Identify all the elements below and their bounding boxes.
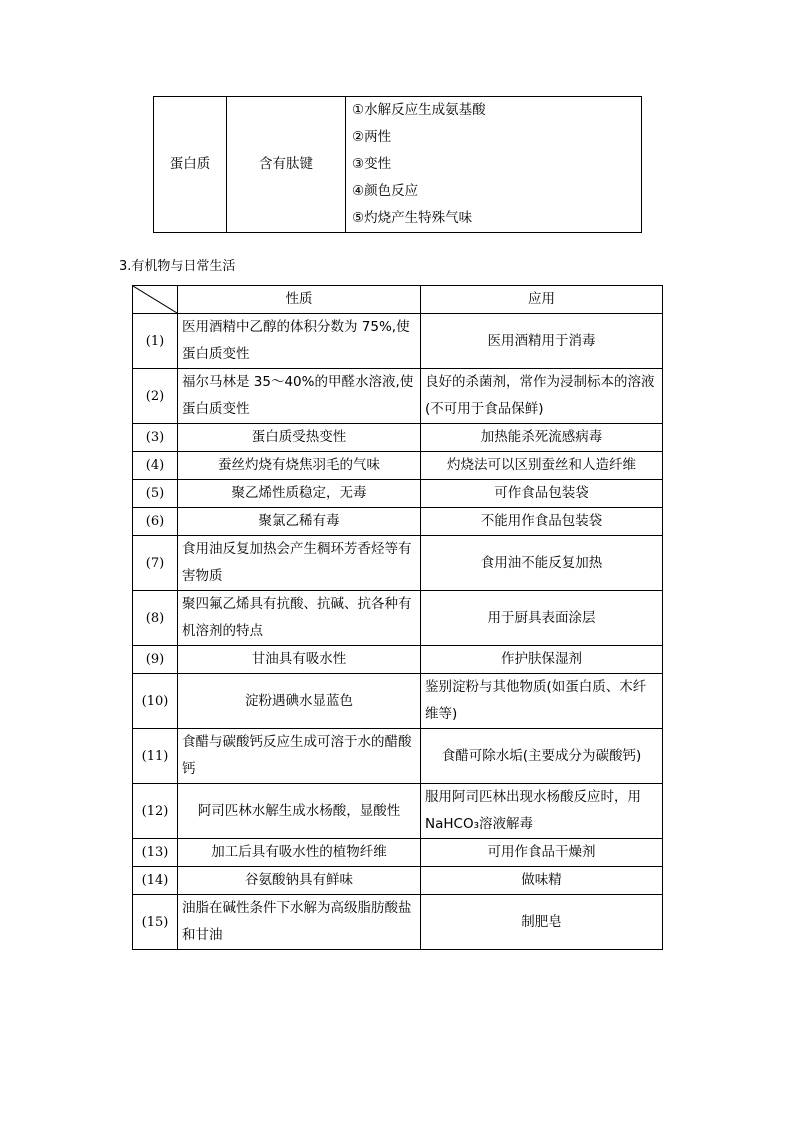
- table-row: [133, 536, 663, 591]
- row-number: (1): [133, 314, 178, 369]
- row-application: 食醋可除水垢(主要成分为碳酸钙): [421, 729, 663, 784]
- table-row: [133, 839, 663, 867]
- row-property: 蚕丝灼烧有烧焦羽毛的气味: [178, 452, 421, 480]
- row-property: 福尔马林是 35～40%的甲醛水溶液,使蛋白质变性: [178, 369, 421, 424]
- row-number: (13): [133, 839, 178, 867]
- row-property: 甘油具有吸水性: [178, 646, 421, 674]
- table-row: [133, 508, 663, 536]
- table-row: [133, 480, 663, 508]
- table-row: [133, 784, 663, 839]
- section-title: 3.有机物与日常生活: [119, 259, 236, 274]
- table-row: [133, 452, 663, 480]
- row-application: 可作食品包装袋: [421, 480, 663, 508]
- row-number: (4): [133, 452, 178, 480]
- row-property: 淀粉遇碘水显蓝色: [178, 674, 421, 729]
- list-item: ①水解反应生成氨基酸: [352, 102, 486, 118]
- table-row: [133, 591, 663, 646]
- table-row: [154, 97, 642, 233]
- protein-table: [153, 96, 642, 233]
- table-row: [133, 674, 663, 729]
- row-application: 作护肤保湿剂: [421, 646, 663, 674]
- row-property: 食醋与碳酸钙反应生成可溶于水的醋酸钙: [178, 729, 421, 784]
- row-number: (15): [133, 895, 178, 950]
- row-application: 可用作食品干燥剂: [421, 839, 663, 867]
- table-header-row: [133, 286, 663, 314]
- row-number: (2): [133, 369, 178, 424]
- row-application: 服用阿司匹林出现水杨酸反应时，用NaHCO₃溶液解毒: [421, 784, 663, 839]
- row-number: (14): [133, 867, 178, 895]
- row-number: (8): [133, 591, 178, 646]
- row-property: 聚氯乙稀有毒: [178, 508, 421, 536]
- row-number: (9): [133, 646, 178, 674]
- list-item: ②两性: [352, 129, 392, 145]
- protein-name: 蛋白质: [154, 97, 227, 233]
- row-number: (6): [133, 508, 178, 536]
- header-application: 应用: [421, 286, 663, 314]
- row-application: 良好的杀菌剂，常作为浸制标本的溶液(不可用于食品保鲜): [421, 369, 663, 424]
- diagonal-header-cell: [133, 286, 178, 314]
- row-property: 油脂在碱性条件下水解为高级脂肪酸盐和甘油: [178, 895, 421, 950]
- row-number: (5): [133, 480, 178, 508]
- row-property: 加工后具有吸水性的植物纤维: [178, 839, 421, 867]
- table-row: [133, 867, 663, 895]
- table-row: [133, 646, 663, 674]
- table-row: [133, 729, 663, 784]
- row-number: (12): [133, 784, 178, 839]
- row-application: 不能用作食品包装袋: [421, 508, 663, 536]
- list-item: ⑤灼烧产生特殊气味: [352, 210, 473, 226]
- row-property: 医用酒精中乙醇的体积分数为 75%,使蛋白质变性: [178, 314, 421, 369]
- row-property: 阿司匹林水解生成水杨酸，显酸性: [178, 784, 421, 839]
- row-application: 用于厨具表面涂层: [421, 591, 663, 646]
- table-row: [133, 895, 663, 950]
- table-row: [133, 369, 663, 424]
- row-number: (7): [133, 536, 178, 591]
- row-application: 食用油不能反复加热: [421, 536, 663, 591]
- life-table: [132, 285, 663, 950]
- row-property: 食用油反复加热会产生稠环芳香烃等有害物质: [178, 536, 421, 591]
- row-application: 加热能杀死流感病毒: [421, 424, 663, 452]
- protein-properties: [346, 97, 642, 233]
- row-application: 做味精: [421, 867, 663, 895]
- table-row: [133, 424, 663, 452]
- header-property: 性质: [178, 286, 421, 314]
- row-application: 医用酒精用于消毒: [421, 314, 663, 369]
- list-item: ③变性: [352, 156, 392, 172]
- protein-structure: 含有肽键: [227, 97, 346, 233]
- row-property: 谷氨酸钠具有鲜味: [178, 867, 421, 895]
- row-property: 聚乙烯性质稳定，无毒: [178, 480, 421, 508]
- row-application: 灼烧法可以区别蚕丝和人造纤维: [421, 452, 663, 480]
- row-number: (3): [133, 424, 178, 452]
- table-row: [133, 314, 663, 369]
- row-application: 鉴别淀粉与其他物质(如蛋白质、木纤维等): [421, 674, 663, 729]
- row-number: (11): [133, 729, 178, 784]
- diagonal-line: [133, 286, 177, 313]
- row-application: 制肥皂: [421, 895, 663, 950]
- row-property: 聚四氟乙烯具有抗酸、抗碱、抗各种有机溶剂的特点: [178, 591, 421, 646]
- row-number: (10): [133, 674, 178, 729]
- row-property: 蛋白质受热变性: [178, 424, 421, 452]
- list-item: ④颜色反应: [352, 183, 419, 199]
